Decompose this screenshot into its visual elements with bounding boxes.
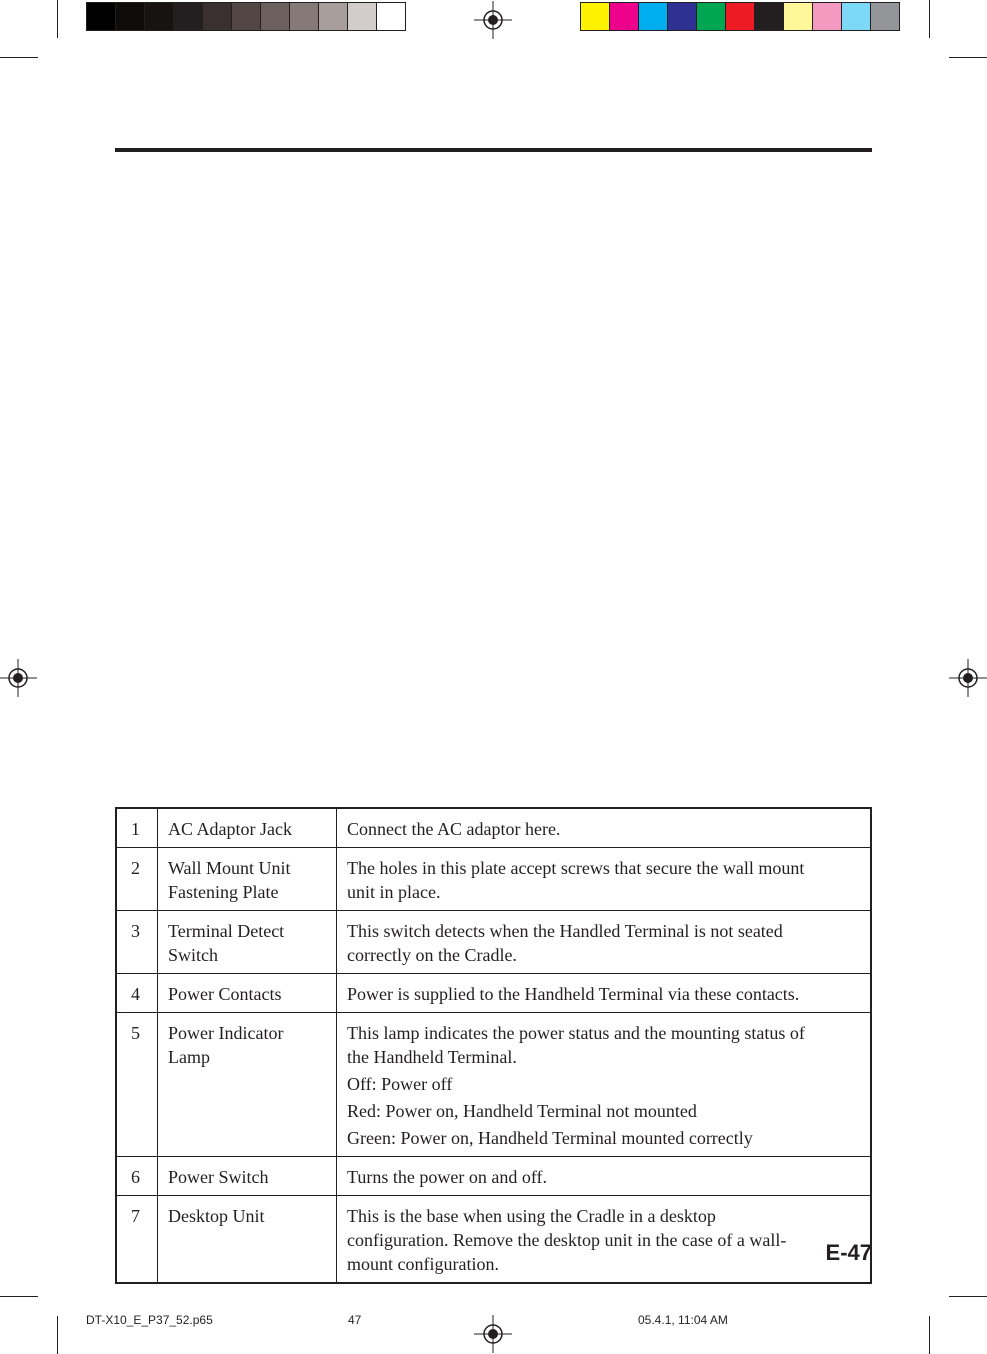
- part-name: [158, 1196, 337, 1284]
- gray-color-bar: [86, 2, 406, 31]
- crop-mark: [0, 57, 38, 58]
- part-name-line: Fastening Plate: [168, 882, 279, 902]
- crop-mark: [57, 1316, 58, 1354]
- part-description-line: Off: Power off: [347, 1074, 453, 1094]
- color-swatch: [639, 3, 668, 30]
- part-description: [337, 1196, 872, 1284]
- part-name-line: Power Indicator: [168, 1023, 284, 1043]
- part-number: 2: [116, 848, 158, 911]
- page-number: E-47: [825, 1240, 872, 1265]
- color-swatch: [174, 3, 203, 30]
- color-swatch: [755, 3, 784, 30]
- part-name-line: Power Contacts: [168, 984, 282, 1004]
- part-number: 6: [116, 1157, 158, 1196]
- part-description: [337, 911, 872, 974]
- crop-mark: [929, 1316, 930, 1354]
- footer-page: 47: [348, 1313, 362, 1327]
- part-description-line: This switch detects when the Handled Terminal is not seated: [347, 921, 783, 941]
- part-description-line: The holes in this plate accept screws that secure the wall mount: [347, 858, 805, 878]
- color-swatch: [203, 3, 232, 30]
- part-description: [337, 808, 872, 848]
- footer-file-name: DT-X10_E_P37_52.p65: [86, 1313, 213, 1327]
- color-swatch: [784, 3, 813, 30]
- header-rule: [115, 148, 872, 152]
- part-description-line: This is the base when using the Cradle in a desktop: [347, 1206, 716, 1226]
- part-name-line: Wall Mount Unit: [168, 858, 291, 878]
- crop-mark: [929, 0, 930, 38]
- crop-mark: [57, 0, 58, 38]
- process-color-bar: [580, 2, 900, 31]
- part-description: [337, 974, 872, 1013]
- color-swatch: [697, 3, 726, 30]
- part-description-line: correctly on the Cradle.: [347, 945, 517, 965]
- color-swatch: [813, 3, 842, 30]
- color-swatch: [319, 3, 348, 30]
- registration-mark-icon: [474, 1, 512, 39]
- part-description-line: the Handheld Terminal.: [347, 1047, 517, 1067]
- part-description-line: configuration. Remove the desktop unit in the case of a wall-: [347, 1230, 787, 1250]
- part-description-line: Power is supplied to the Handheld Terminal via these contacts.: [347, 984, 800, 1004]
- color-swatch: [348, 3, 377, 30]
- part-description-line: Turns the power on and off.: [347, 1167, 547, 1187]
- table-row: [116, 911, 871, 974]
- footer-timestamp: 05.4.1, 11:04 AM: [638, 1313, 728, 1327]
- color-swatch: [232, 3, 261, 30]
- part-number: 1: [116, 808, 158, 848]
- part-name-line: Switch: [168, 945, 219, 965]
- table-row: [116, 1013, 871, 1157]
- color-swatch: [871, 3, 899, 30]
- part-description: [337, 1013, 872, 1157]
- part-description-line: Green: Power on, Handheld Terminal mounted correctly: [347, 1128, 753, 1148]
- parts-table: [115, 807, 872, 1284]
- part-number: 4: [116, 974, 158, 1013]
- part-number: 5: [116, 1013, 158, 1157]
- part-name-line: AC Adaptor Jack: [168, 819, 292, 839]
- part-name-line: Power Switch: [168, 1167, 269, 1187]
- crop-mark: [949, 1296, 987, 1297]
- table-row: [116, 848, 871, 911]
- crop-mark: [0, 1296, 38, 1297]
- part-name: [158, 1157, 337, 1196]
- part-number: 7: [116, 1196, 158, 1284]
- color-swatch: [145, 3, 174, 30]
- part-description-line: Red: Power on, Handheld Terminal not mounted: [347, 1101, 697, 1121]
- color-swatch: [261, 3, 290, 30]
- part-description-line: Connect the AC adaptor here.: [347, 819, 561, 839]
- part-name: [158, 808, 337, 848]
- color-swatch: [610, 3, 639, 30]
- part-description: [337, 848, 872, 911]
- color-swatch: [726, 3, 755, 30]
- part-name-line: Desktop Unit: [168, 1206, 265, 1226]
- part-description: [337, 1157, 872, 1196]
- part-name: [158, 911, 337, 974]
- part-description-line: unit in place.: [347, 882, 441, 902]
- part-name-line: Lamp: [168, 1047, 210, 1067]
- registration-mark-icon: [949, 659, 987, 697]
- registration-mark-icon: [474, 1315, 512, 1353]
- color-swatch: [581, 3, 610, 30]
- color-swatch: [290, 3, 319, 30]
- table-row: [116, 1157, 871, 1196]
- crop-mark: [949, 57, 987, 58]
- color-swatch: [842, 3, 871, 30]
- registration-mark-icon: [0, 659, 37, 697]
- table-row: [116, 808, 871, 848]
- table-row: [116, 1196, 871, 1284]
- part-name: [158, 848, 337, 911]
- table-row: [116, 974, 871, 1013]
- part-name-line: Terminal Detect: [168, 921, 285, 941]
- color-swatch: [668, 3, 697, 30]
- part-name: [158, 1013, 337, 1157]
- part-name: [158, 974, 337, 1013]
- part-description-line: mount configuration.: [347, 1254, 499, 1274]
- part-number: 3: [116, 911, 158, 974]
- color-swatch: [377, 3, 405, 30]
- part-description-line: This lamp indicates the power status and the mounting status of: [347, 1023, 805, 1043]
- color-swatch: [116, 3, 145, 30]
- color-swatch: [87, 3, 116, 30]
